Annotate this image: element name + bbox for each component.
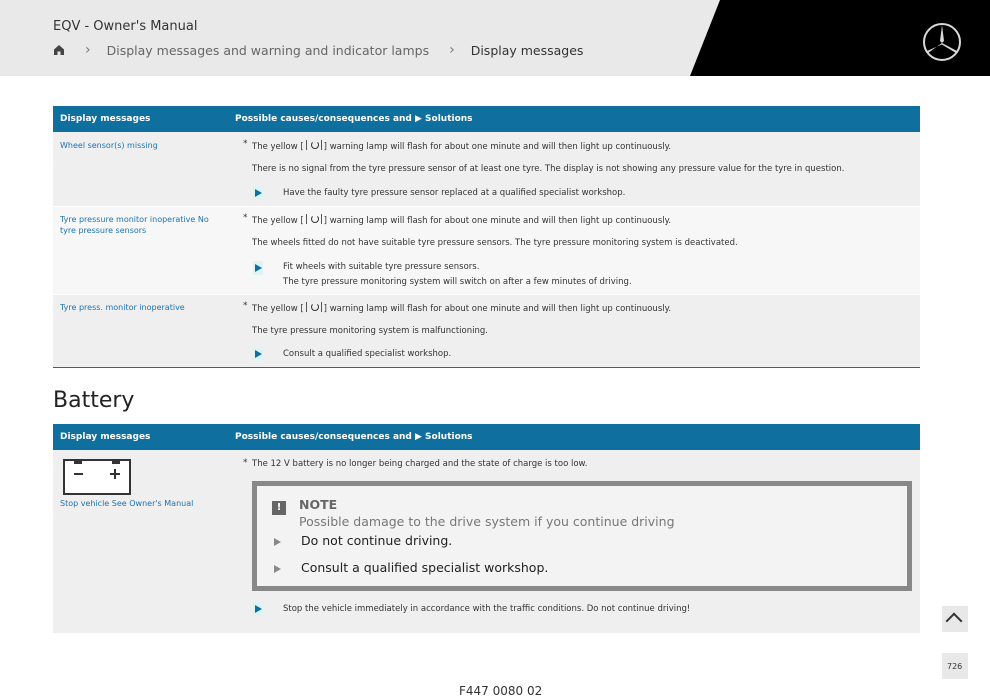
table-header (53, 106, 920, 132)
table-row (53, 132, 920, 206)
solution-arrow-icon (255, 605, 262, 613)
column-header-display-messages: Display messages (60, 432, 151, 442)
bullet-marker: * (243, 301, 248, 311)
figure-code: F447 0080 02 (459, 684, 543, 698)
message-label[interactable]: Tyre press. monitor inoperative (60, 303, 185, 312)
note-arrow-icon (274, 565, 281, 573)
table-row (53, 294, 920, 368)
tyre-pressure-table (53, 106, 920, 368)
solution-text: Fit wheels with suitable tyre pressure sensors. (283, 262, 480, 272)
solution-arrow-icon (255, 264, 262, 272)
cause-line: The yellow [ ] warning lamp will flash for about one minute and will then light up continuously. (252, 216, 672, 226)
section-title-battery: Battery (53, 388, 135, 413)
breadcrumb (53, 42, 583, 58)
battery-icon (63, 459, 131, 495)
solution-text: Have the faulty tyre pressure sensor replaced at a qualified specialist workshop. (283, 188, 626, 198)
column-header-display-messages: Display messages (60, 114, 151, 124)
chevron-right-icon: › (85, 42, 91, 58)
cause-line: The 12 V battery is no longer being charged and the state of charge is too low. (252, 459, 588, 469)
note-item: Do not continue driving. (301, 533, 453, 548)
tyre-pressure-warning-lamp-icon (306, 140, 322, 150)
exclamation-icon: ! (272, 501, 286, 515)
solution-text: Consult a qualified specialist workshop. (283, 349, 452, 359)
battery-table (53, 424, 920, 633)
column-header-causes-solutions: Possible causes/consequences and ▶ Solutions (235, 114, 473, 124)
header-bar (0, 0, 990, 76)
column-header-causes-solutions: Possible causes/consequences and ▶ Solutions (235, 432, 473, 442)
message-label[interactable]: Stop vehicle See Owner's Manual (60, 499, 194, 508)
note-subtitle: Possible damage to the drive system if you continue driving (299, 514, 675, 529)
home-icon[interactable] (53, 44, 65, 56)
tyre-pressure-warning-lamp-icon (306, 214, 322, 224)
table-row (53, 450, 920, 633)
bullet-marker: * (243, 213, 248, 223)
document-title: EQV - Owner's Manual (53, 19, 198, 34)
solution-text: Stop the vehicle immediately in accordance with the traffic conditions. Do not continue driving! (283, 604, 691, 614)
chevron-up-icon (946, 613, 963, 630)
note-box (252, 481, 912, 591)
table-header (53, 424, 920, 450)
consequence-line: The wheels fitted do not have suitable tyre pressure sensors. The tyre pressure monitoring system is deactivated. (252, 238, 738, 248)
message-label[interactable]: Tyre pressure monitor inoperative No tyre pressure sensors (60, 215, 209, 235)
chevron-right-icon: › (449, 42, 455, 58)
solution-arrow-icon (255, 189, 262, 197)
cause-line: The yellow [ ] warning lamp will flash for about one minute and will then light up continuously. (252, 142, 672, 152)
tyre-pressure-warning-lamp-icon (306, 302, 322, 312)
scroll-to-top-button[interactable] (942, 606, 968, 632)
brand-star-logo (922, 22, 962, 62)
solution-arrow-icon (255, 350, 262, 358)
breadcrumb-item-display-messages[interactable]: Display messages (470, 42, 584, 58)
bullet-marker: * (243, 458, 248, 468)
bullet-marker: * (243, 139, 248, 149)
consequence-line: There is no signal from the tyre pressure sensor of at least one tyre. The display is not showing any pressure value for the tyre in question. (252, 164, 845, 174)
consequence-line: The tyre pressure monitoring system is malfunctioning. (252, 326, 488, 336)
note-title: NOTE (299, 497, 338, 512)
page-indicator-button[interactable] (942, 653, 968, 679)
note-item: Consult a qualified specialist workshop. (301, 560, 549, 575)
note-arrow-icon (274, 538, 281, 546)
cause-line: The yellow [ ] warning lamp will flash for about one minute and will then light up continuously. (252, 304, 672, 314)
page-number: 726 (947, 662, 963, 671)
table-row (53, 206, 920, 294)
message-label[interactable]: Wheel sensor(s) missing (60, 141, 158, 150)
solution-text: The tyre pressure monitoring system will switch on after a few minutes of driving. (283, 277, 632, 287)
breadcrumb-item-display-messages-and-lamps[interactable]: Display messages and warning and indicator lamps (106, 42, 430, 58)
